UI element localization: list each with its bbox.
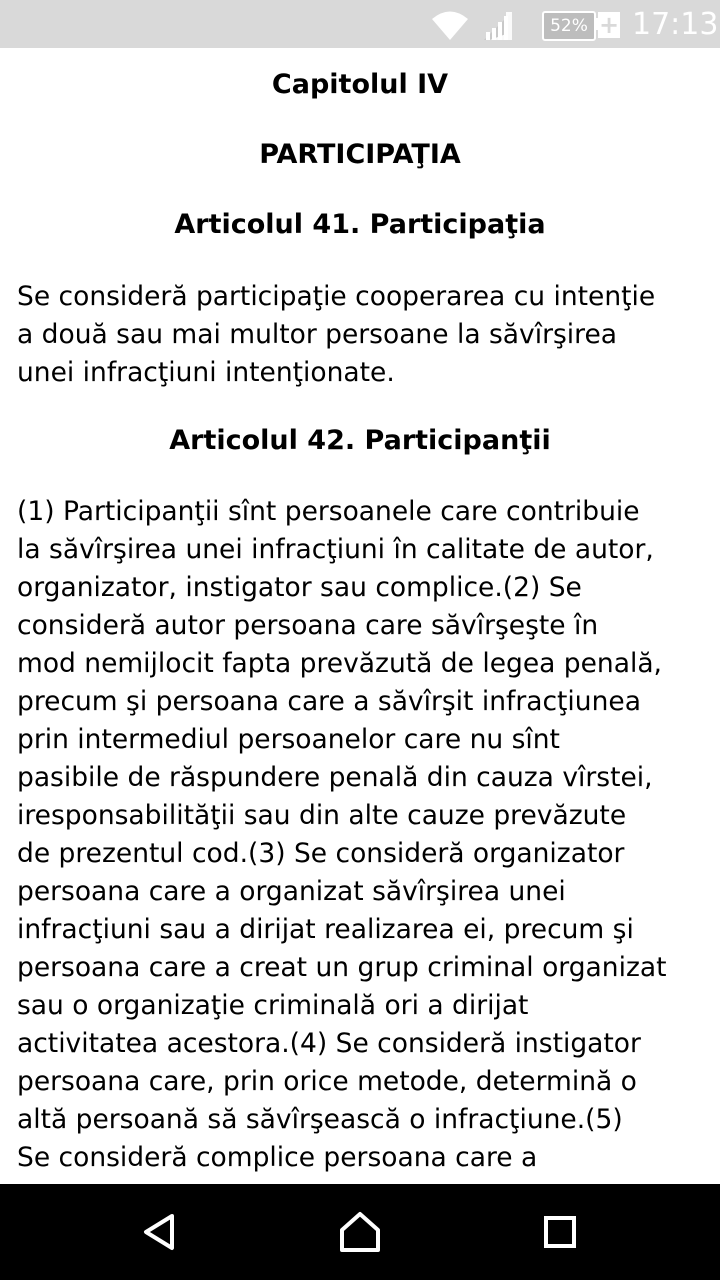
recent-apps-button[interactable] [536, 1208, 584, 1256]
back-icon [140, 1212, 180, 1252]
navigation-bar [0, 1184, 720, 1280]
home-icon [338, 1210, 382, 1254]
article-41-heading: Articolul 41. Participaţia [174, 209, 546, 240]
document-content[interactable] [0, 48, 720, 1184]
signal-icon [480, 10, 514, 42]
article-42-text: (1) Participanţii sînt persoanele care contribuie la săvîrşirea unei infracţiuni în calitate de autor, organizator, instigator sau complice.(2) Se consideră autor persoana care săvîrşeşte în mod nemijlocit fapta prevăzută de legea penală, precum şi persoana care a săvîrşit infracţiunea prin intermediul persoanelor care nu sînt pasibile de răspundere penală din cauza vîrstei, iresponsabilităţii sau din alte cauze prevăzute de prezentul cod.(3) Se consideră organizator persoana care a organizat săvîrşirea unei infracţiuni sau a dirijat realizarea ei, precum şi persoana care a creat un grup criminal organizat sau o organizaţie criminală ori a dirijat activitatea acestora.(4) Se consideră instigator persoana care, prin orice metode, determină o altă persoană să săvîrşească o infracţiune.(5) Se consideră complice persoana care a [17, 496, 667, 1173]
back-button[interactable] [136, 1208, 184, 1256]
recent-apps-icon [540, 1212, 580, 1252]
chapter-heading: Capitolul IV [271, 69, 449, 100]
charging-icon: + [598, 11, 620, 39]
home-button[interactable] [336, 1208, 384, 1256]
chapter-title: PARTICIPAŢIA [259, 139, 461, 170]
status-bar [0, 0, 720, 48]
status-clock: 17:13 [632, 7, 719, 42]
article-42-heading: Articolul 42. Participanţii [169, 425, 551, 456]
wifi-icon [430, 10, 470, 42]
battery-percent: 52% [550, 16, 588, 36]
article-41-text: Se consideră participaţie cooperarea cu intenţie a două sau mai multor persoane la săvîrşirea unei infracţiuni intenţionate. [17, 281, 656, 388]
